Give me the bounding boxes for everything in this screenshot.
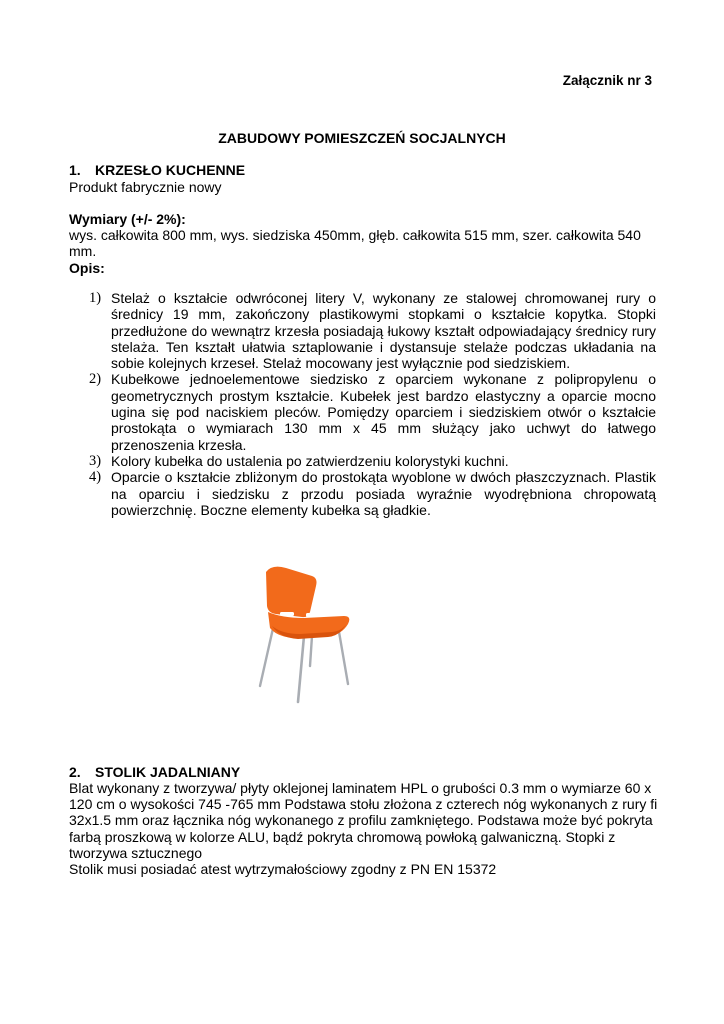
chair-backrest xyxy=(266,567,317,617)
annex-label: Załącznik nr 3 xyxy=(562,73,652,88)
dimensions-text: wys. całkowita 800 mm, wys. siedziska 450mm, głęb. całkowita 515 mm, szer. całkowita 540 mm. xyxy=(69,227,641,259)
section-1-number: 1. xyxy=(69,162,81,178)
list-item xyxy=(69,371,656,452)
section-1-heading xyxy=(69,162,659,178)
section-2-body xyxy=(69,780,659,877)
section-2-attest: Stolik musi posiadać atest wytrzymałościowy zgodny z PN EN 15372 xyxy=(69,861,497,878)
list-item xyxy=(69,290,656,371)
list-item-number: 2) xyxy=(89,371,102,388)
page-title: ZABUDOWY POMIESZCZEŃ SOCJALNYCH xyxy=(218,130,506,146)
section-2-paragraph: Blat wykonany z tworzywa/ płyty oklejonej laminatem HPL o grubości 0.3 mm o wymiarze 60 x 120 cm o wysokości 745 -765 mm Podstawa stołu złożona z czterech nóg wykonanych z rury fi 32x1.5 mm oraz łącznika nóg wykonanego z profilu zamkniętego. Podstawa może być pokryta farbą proszkową w kolorze ALU, bądź pokryta chromową powłoką galwaniczną. Stopki z tworzywa sztucznego xyxy=(69,780,658,861)
list-item-text: Stelaż o kształcie odwróconej litery V, wykonany ze stalowej chromowanej rury o średnicy 19 mm, zakończony plastikowymi stopkami o kształcie kopytka. Stopki przedłużone do wewnątrz krzesła posiadają łukowy kształt odpowiadający średnicy rury stelaża. Ten kształt ułatwia sztaplowanie i dystansuje stelaże podczas układania na sobie kolejnych krzeseł. Stelaż mocowany jest wyłącznie pod siedziskiem. xyxy=(111,290,656,372)
list-item xyxy=(69,453,656,469)
list-item-number: 4) xyxy=(89,469,102,486)
list-item-text: Kubełkowe jednoelementowe siedzisko z oparciem wykonane z polipropylenu o geometrycznych prostym kształcie. Kubełek jest bardzo elastyczny a oparcie mocno ugina się pod naciskiem pleców. Pomiędzy oparciem i siedziskiem otwór o kształcie prostokąta o wymiarach 130 mm x 45 mm służący jako uchwyt do łatwego przenoszenia krzesła. xyxy=(111,371,656,453)
section-2-number: 2. xyxy=(69,764,81,780)
chair-image xyxy=(252,562,362,712)
chair-leg-back-right xyxy=(338,626,348,684)
chair-handle-hole xyxy=(280,612,294,616)
list-item-number: 1) xyxy=(89,290,102,306)
description-heading: Opis: xyxy=(69,260,105,276)
list-item xyxy=(69,469,656,518)
description-list xyxy=(69,290,656,518)
chair-leg-front-right xyxy=(310,636,312,666)
section-1-subtitle: Produkt fabrycznie nowy xyxy=(69,179,222,195)
list-item-text: Kolory kubełka do ustalenia po zatwierdzeniu kolorystyki kuchni. xyxy=(111,452,509,469)
section-2-heading xyxy=(69,764,659,780)
section-1-title: KRZESŁO KUCHENNE xyxy=(95,162,246,178)
section-2-title: STOLIK JADALNIANY xyxy=(95,764,241,780)
list-item-text: Oparcie o kształcie zbliżonym do prostokąta wyoblone w dwóch płaszczyznach. Plastik na oparciu i siedzisku z przodu posiada wyraźnie wyodrębniona chropowatą powierzchnię. Boczne elementy kubełka są gładkie. xyxy=(111,469,656,518)
chair-handle-hole-right xyxy=(306,613,316,617)
chair-leg-back-left xyxy=(260,624,274,686)
chair-leg-front-left xyxy=(298,636,304,702)
list-item-number: 3) xyxy=(89,452,102,469)
dimensions-heading: Wymiary (+/- 2%): xyxy=(69,211,186,227)
